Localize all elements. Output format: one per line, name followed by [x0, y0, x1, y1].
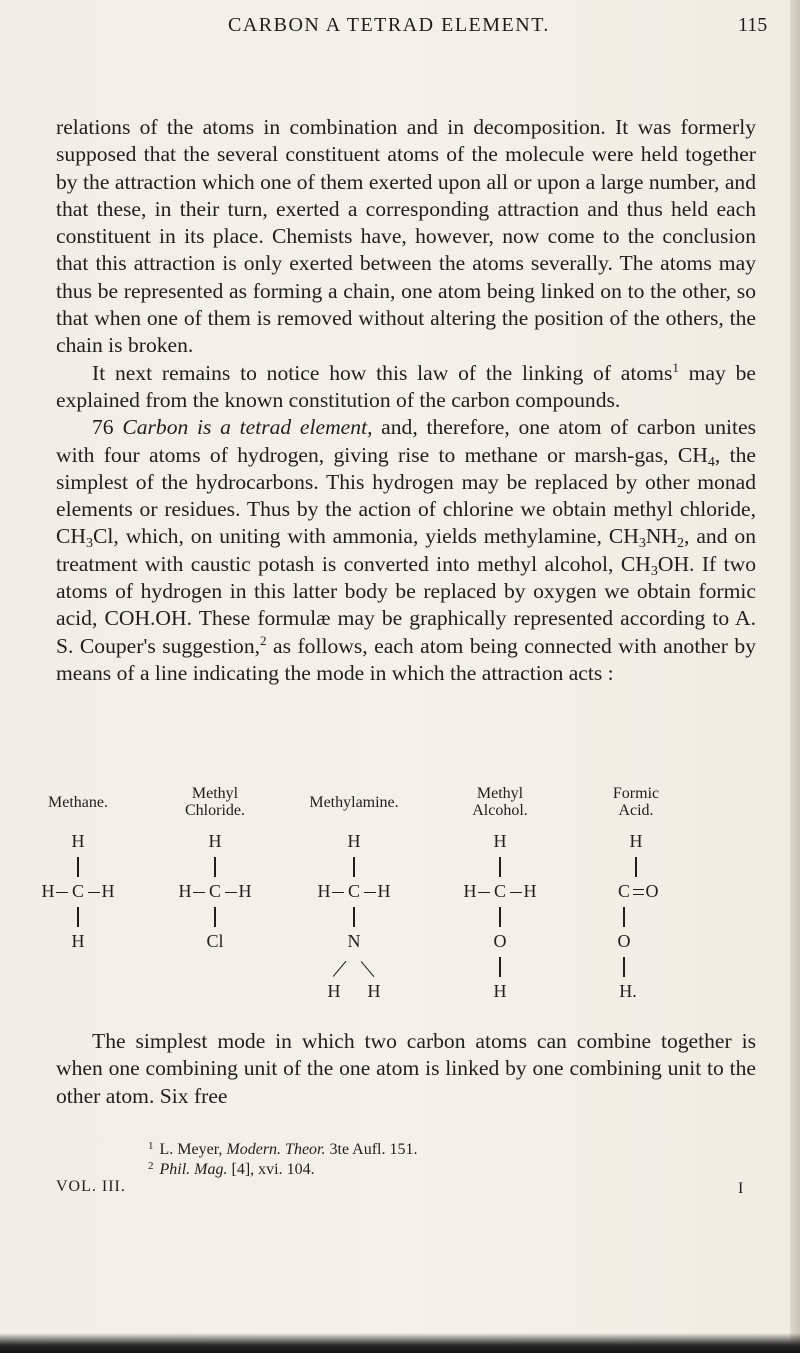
formula-name: Acid. [618, 802, 654, 819]
double-bond-upper [633, 889, 644, 890]
paragraph-2: It next remains to notice how this law of the linking of atoms$^1$ may be explained from the known constitution of the carbon compounds. [56, 359, 757, 412]
formula-name: Methyl [191, 785, 239, 802]
formula-name: Formic [612, 785, 660, 802]
formula-name: Methylamine. [309, 794, 399, 811]
atom-bottom: O [617, 931, 631, 951]
atom-bottom: H [71, 931, 85, 951]
footnote-ref-2: 2 [260, 632, 267, 648]
bond-right [88, 892, 100, 893]
bond-top [499, 857, 500, 877]
bond-branch-left [333, 961, 347, 977]
atom-top: H [629, 831, 643, 851]
paragraph-3: 76 Carbon is a tetrad element, and, therefore, one atom of carbon unites with four atoms of hydrogen, giving rise to methane or marsh-gas, $CH_4$, the simplest of the hydrocarbons. This hydrogen may be replaced by other monad elements or residues. Thus by the action of chlorine we obtain methyl chloride, $CH_3Cl$, which, on uniting with ammonia, yields methylamine, $CH_3NH_2$, and on treatment with caustic potash is converted into methyl alcohol, $CH_3OH$. If two atoms of hydrogen in this latter body be replaced by oxygen we obtain formic acid, COH.OH. These formulæ may be graphically represented according to A. S. Couper's suggestion,$^2$ as follows, each atom being connected with another by means of a line indicating the mode in which the attraction acts : [56, 415, 757, 685]
atom-left: H [463, 881, 477, 901]
atom-left: H [41, 881, 55, 901]
footnote-1: $^1$ L. Meyer, Modern. Theor. 3te Aufl. 151. [148, 1140, 418, 1158]
double-bond-lower [633, 894, 644, 895]
formula-name: Methane. [48, 794, 108, 811]
atom-right: H [523, 881, 537, 901]
atom-tail: H. [619, 981, 637, 1001]
bond-left [56, 892, 68, 893]
running-head [0, 14, 800, 44]
atom-double: O [645, 881, 659, 901]
running-title: CARBON A TETRAD ELEMENT. [228, 14, 550, 36]
atom-top: H [71, 831, 85, 851]
formula-name: Methyl [476, 785, 524, 802]
atom-right: H [377, 881, 391, 901]
footnote-2: $^2$ Phil. Mag. [4], xvi. 104. [148, 1160, 315, 1178]
page-number: 115 [738, 14, 768, 36]
bond-top [635, 857, 636, 877]
atom-right: H [101, 881, 115, 901]
atom-left: H [178, 881, 192, 901]
atom-bottom: O [493, 931, 507, 951]
atom-center: C [493, 881, 506, 901]
bond-tail [623, 957, 624, 977]
bond-left [332, 892, 344, 893]
bond-top [214, 857, 215, 877]
section-number: 76 [92, 415, 114, 440]
bond-bottom [499, 907, 500, 927]
bond-top [77, 857, 78, 877]
volume-label: VOL. III. [56, 1178, 126, 1195]
main-text [56, 114, 756, 687]
signature-mark: I [738, 1180, 744, 1197]
atom-bottom: N [347, 931, 361, 951]
bond-left [478, 892, 490, 893]
formula-name: Chloride. [185, 802, 245, 819]
bond-right [225, 892, 237, 893]
atom-center: C [71, 881, 84, 901]
formula-name: Alcohol. [472, 802, 528, 819]
atom-center: C [347, 881, 360, 901]
atom-left: H [317, 881, 331, 901]
atom-tail: H [493, 981, 507, 1001]
bond-bottom [353, 907, 354, 927]
page-edge-shadow [790, 0, 800, 1353]
paragraph-4: The simplest mode in which two carbon atoms can combine together is when one combining unit of the one atom is linked by one combining unit to the other atom. Six free [56, 1029, 756, 1108]
bond-bottom [623, 907, 624, 927]
bond-top [353, 857, 354, 877]
bond-tail [499, 957, 500, 977]
structural-formulas [40, 785, 760, 1010]
atom-center: C [208, 881, 221, 901]
page-bottom-shadow [0, 1333, 800, 1353]
bond-left [193, 892, 205, 893]
bond-bottom [77, 907, 78, 927]
main-text-continued [56, 1028, 756, 1110]
footnote-ref-1: 1 [672, 359, 679, 375]
footnotes [148, 1140, 418, 1180]
bond-bottom [214, 907, 215, 927]
atom-top: H [493, 831, 507, 851]
bond-branch-right [361, 961, 375, 977]
section-title: Carbon is a tetrad element, [122, 415, 373, 440]
atom-right: H [238, 881, 252, 901]
atom-branch-right: H [367, 981, 381, 1001]
atom-branch-left: H [327, 981, 341, 1001]
atom-top: H [208, 831, 222, 851]
bond-right [364, 892, 376, 893]
paragraph-1: relations of the atoms in combination and in decomposition. It was formerly supposed that the several constituent atoms of the molecule were held together by the attraction which one of them exerted upon all or upon a large number, and that these, in their turn, exerted a corresponding attraction and thus held each constituent in its place. Chemists have, however, now come to the conclusion that this attraction is only exerted between the atoms severally. The atoms may thus be represented as forming a chain, one atom being linked on to the other, so that when one of them is removed without altering the position of the others, the chain is broken. [56, 115, 756, 358]
atom-bottom: Cl [206, 931, 224, 951]
atom-center: C [617, 881, 630, 901]
bond-right [510, 892, 522, 893]
atom-top: H [347, 831, 361, 851]
